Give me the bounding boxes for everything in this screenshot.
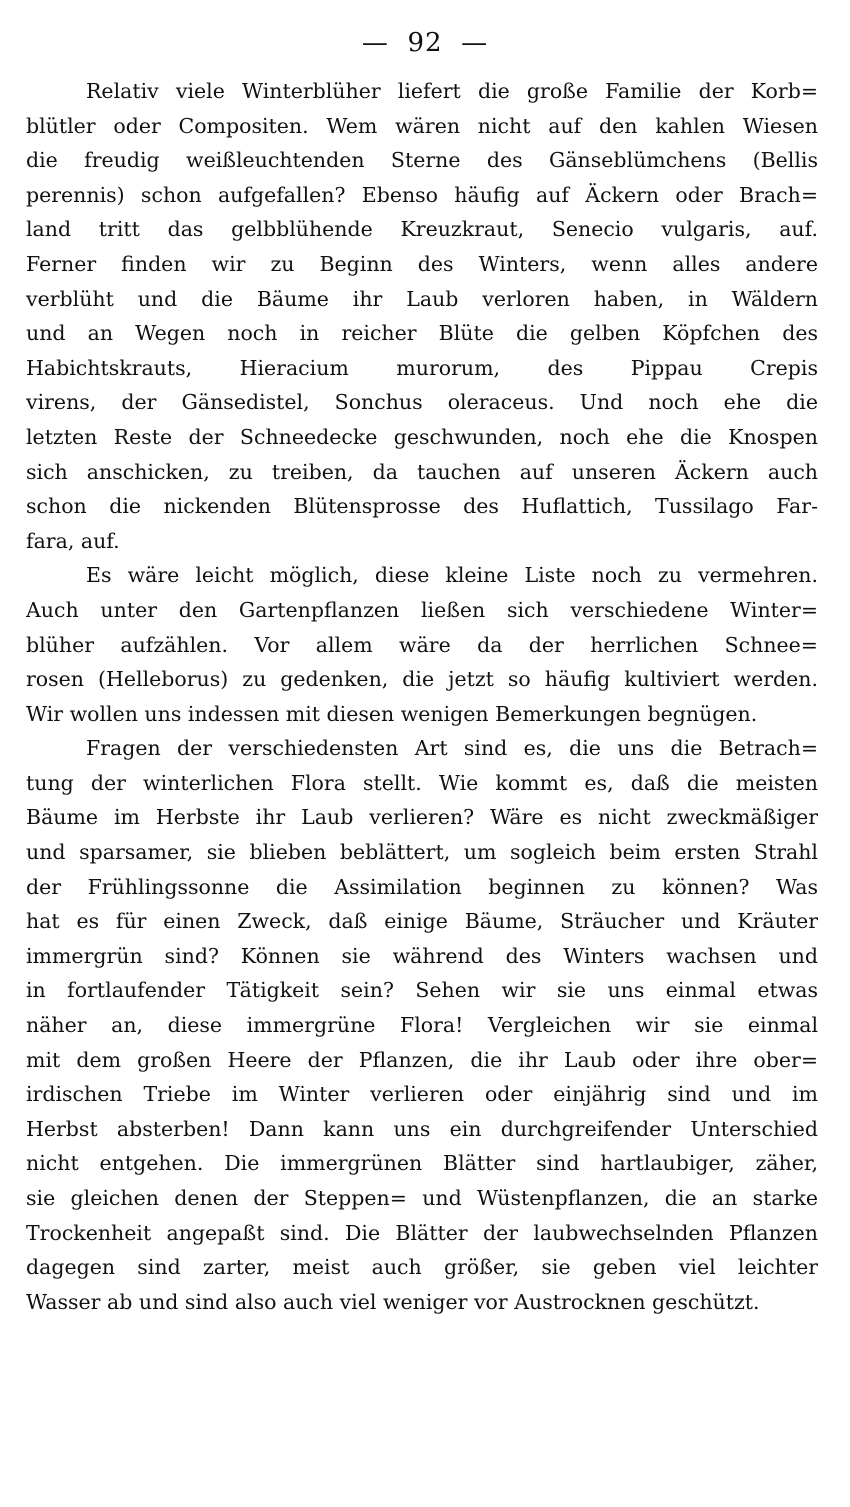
text-line: in fortlaufender Tätigkeit sein? Sehen wir sie uns einmal etwas	[26, 978, 818, 1003]
text-line: Es wäre leicht möglich, diese kleine Liste noch zu vermehren.	[86, 563, 818, 588]
text-line: rosen (Helleborus) zu gedenken, die jetzt so häufig kultiviert werden.	[26, 667, 818, 692]
text-line: und an Wegen noch in reicher Blüte die gelben Köpfchen des	[26, 321, 818, 346]
text-line: schon die nickenden Blütensprosse des Huflattich, Tussilago Far-	[26, 494, 818, 519]
text-line: mit dem großen Heere der Pflanzen, die ihr Laub oder ihre ober=	[26, 1047, 818, 1072]
text-line: blüher aufzählen. Vor allem wäre da der herrlichen Schnee=	[26, 632, 818, 657]
text-line: der Frühlingssonne die Assimilation beginnen zu können? Was	[26, 874, 818, 899]
text-line: Bäume im Herbste ihr Laub verlieren? Wäre es nicht zweckmäßiger	[26, 805, 818, 830]
text-line: Ferner finden wir zu Beginn des Winters, wenn alles andere	[26, 251, 818, 276]
text-line: perennis) schon aufgefallen? Ebenso häufig auf Äckern oder Brach=	[26, 182, 818, 207]
text-line: Herbst absterben! Dann kann uns ein durchgreifender Unterschied	[26, 1116, 818, 1141]
text-line: letzten Reste der Schneedecke geschwunden, noch ehe die Knospen	[26, 424, 818, 449]
text-line: Habichtskrauts, Hieracium murorum, des Pippau Crepis	[26, 355, 818, 380]
text-line: und sparsamer, sie blieben beblättert, um sogleich beim ersten Strahl	[26, 840, 818, 865]
page-number: — 92 —	[361, 28, 489, 58]
text-line: Trockenheit angepaßt sind. Die Blätter der laubwechselnden Pflanzen	[26, 1220, 818, 1245]
text-line: verblüht und die Bäume ihr Laub verloren haben, in Wäldern	[26, 286, 818, 311]
text-line: näher an, diese immergrüne Flora! Vergleichen wir sie einmal	[26, 1013, 818, 1038]
text-line: Fragen der verschiedensten Art sind es, die uns die Betrach=	[86, 736, 818, 761]
text-line: sich anschicken, zu treiben, da tauchen auf unseren Äckern auch	[26, 459, 818, 484]
text-line: Wir wollen uns indessen mit diesen wenigen Bemerkungen begnügen.	[26, 701, 758, 726]
text-line: land tritt das gelbblühende Kreuzkraut, Senecio vulgaris, auf.	[26, 217, 818, 242]
text-line: fara, auf.	[26, 528, 120, 553]
text-line: nicht entgehen. Die immergrünen Blätter sind hartlaubiger, zäher,	[26, 1151, 818, 1176]
text-line: irdischen Triebe im Winter verlieren oder einjährig sind und im	[26, 1082, 818, 1107]
text-line: Relativ viele Winterblüher liefert die große Familie der Korb=	[86, 79, 818, 103]
text-line: Auch unter den Gartenpflanzen ließen sich verschiedene Winter=	[26, 597, 818, 622]
text-line: dagegen sind zarter, meist auch größer, sie geben viel leichter	[26, 1255, 818, 1280]
text-line: Wasser ab und sind also auch viel weniger vor Austrocknen geschützt.	[26, 1289, 760, 1314]
text-line: hat es für einen Zweck, daß einige Bäume, Sträucher und Kräuter	[26, 909, 818, 934]
body-text	[26, 74, 818, 1319]
text-line: virens, der Gänsedistel, Sonchus oleraceus. Und noch ehe die	[26, 390, 818, 415]
text-line: die freudig weißleuchtenden Sterne des Gänseblümchens (Bellis	[26, 148, 818, 173]
text-line: immergrün sind? Können sie während des Winters wachsen und	[26, 943, 818, 968]
text-line: sie gleichen denen der Steppen= und Wüstenpflanzen, die an starke	[26, 1186, 818, 1210]
text-line: blütler oder Compositen. Wem wären nicht auf den kahlen Wiesen	[26, 113, 818, 138]
text-line: tung der winterlichen Flora stellt. Wie kommt es, daß die meisten	[26, 770, 818, 795]
